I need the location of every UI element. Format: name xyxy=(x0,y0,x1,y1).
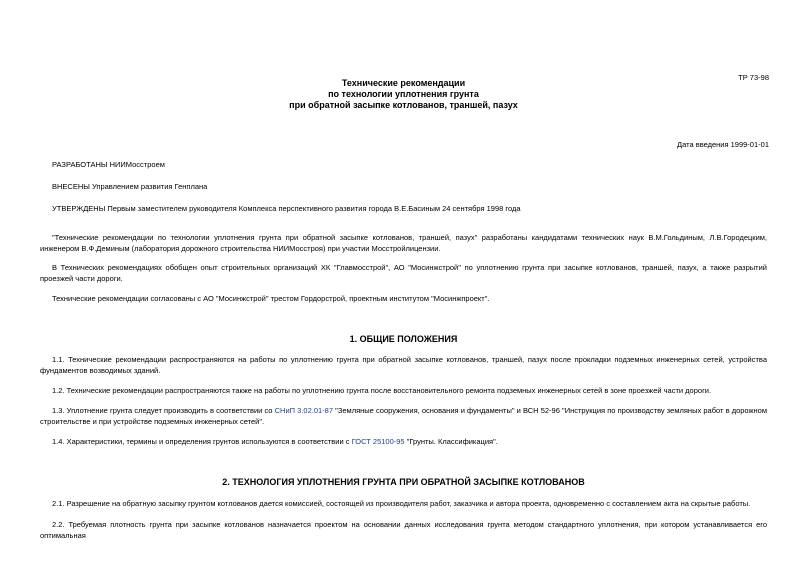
title-line-1: Технические рекомендации xyxy=(341,78,466,88)
clause-1-3-text-end: "Земляные сооружения, основания и фундаменты" и ВСН 52-96 "Инструкция по производству земляных работ в дорожном строительстве и при устройстве подземных инженерных сетей". xyxy=(40,406,767,426)
developed-by: РАЗРАБОТАНЫ НИИМосстроем xyxy=(52,160,165,169)
clause-1-1: 1.1. Технические рекомендации распространяются на работы по уплотнению грунта при обратной засыпке котлованов, траншей, пазух после прокладки подземных инженерных сетей, устройства фундаментов возводимых зданий. xyxy=(40,355,767,375)
snip-link[interactable]: СНиП 3.02.01-87 xyxy=(274,406,334,415)
section-1-title: 1. ОБЩИЕ ПОЛОЖЕНИЯ xyxy=(349,334,458,344)
preface-paragraph-1: "Технические рекомендации по технологии уплотнения грунта при обратной засыпке котлованов, траншей, пазух" разработаны кандидатами технических наук В.М.Гольдиным, Л.В.Городецким, инженером В.Ф.Деминым (лаборатория дорожного строительства НИИМосстроя) при участии Мосстройлицензии. xyxy=(40,233,767,253)
title-line-3: при обратной засыпке котлованов, траншей, пазух xyxy=(289,100,518,110)
clause-2-2: 2.2. Требуемая плотность грунта при засыпке котлованов назначается проектом на основании данных исследования грунта методом стандартного уплотнения, при котором устанавливается его оптимальная xyxy=(40,520,767,540)
doc-code: ТР 73-98 xyxy=(738,73,769,82)
preface-paragraph-2: В Технических рекомендациях обобщен опыт строительных организаций ХК "Главмосстрой", АО "Мосинжстрой" по уплотнению грунта при засыпке котлованов, траншей, пазух, а также разрытий проезжей части дороги. xyxy=(40,263,767,283)
document-title xyxy=(0,78,807,111)
preface-paragraph-3: Технические рекомендации согласованы с АО "Мосинжстрой" трестом Гордорстрой, проектным институтом "Мосинжпроект". xyxy=(52,294,490,303)
gost-link[interactable]: ГОСТ 25100-95 xyxy=(351,437,405,446)
clause-2-1: 2.1. Разрешение на обратную засыпку грунтом котлованов дается комиссией, состоящей из производителя работ, заказчика и автора проекта, одновременно с составлением акта на скрытые работы. xyxy=(52,499,751,508)
intro-date: Дата введения 1999-01-01 xyxy=(677,140,769,149)
clause-1-2: 1.2. Технические рекомендации распространяются также на работы по уплотнению грунта после восстановительного ремонта подземных инженерных сетей в зоне проезжей части дороги. xyxy=(52,386,712,395)
clause-1-4-text-end: "Грунты. Классификация". xyxy=(404,437,498,446)
clause-1-4-text-start: 1.4. Характеристики, термины и определения грунтов используются в соответствии с xyxy=(52,437,352,446)
approved-by: УТВЕРЖДЕНЫ Первым заместителем руководителя Комплекса перспективного развития города В.Е.Басиным 24 сентября 1998 года xyxy=(52,204,521,213)
clause-1-3 xyxy=(40,405,767,427)
clause-1-4 xyxy=(40,436,767,447)
title-line-2: по технологии уплотнения грунта xyxy=(328,89,479,99)
introduced-by: ВНЕСЕНЫ Управлением развития Генплана xyxy=(52,182,208,191)
section-2-title: 2. ТЕХНОЛОГИЯ УПЛОТНЕНИЯ ГРУНТА ПРИ ОБРАТНОЙ ЗАСЫПКЕ КОТЛОВАНОВ xyxy=(222,477,585,487)
clause-1-3-text-start: 1.3. Уплотнение грунта следует производить в соответствии со xyxy=(52,406,275,415)
